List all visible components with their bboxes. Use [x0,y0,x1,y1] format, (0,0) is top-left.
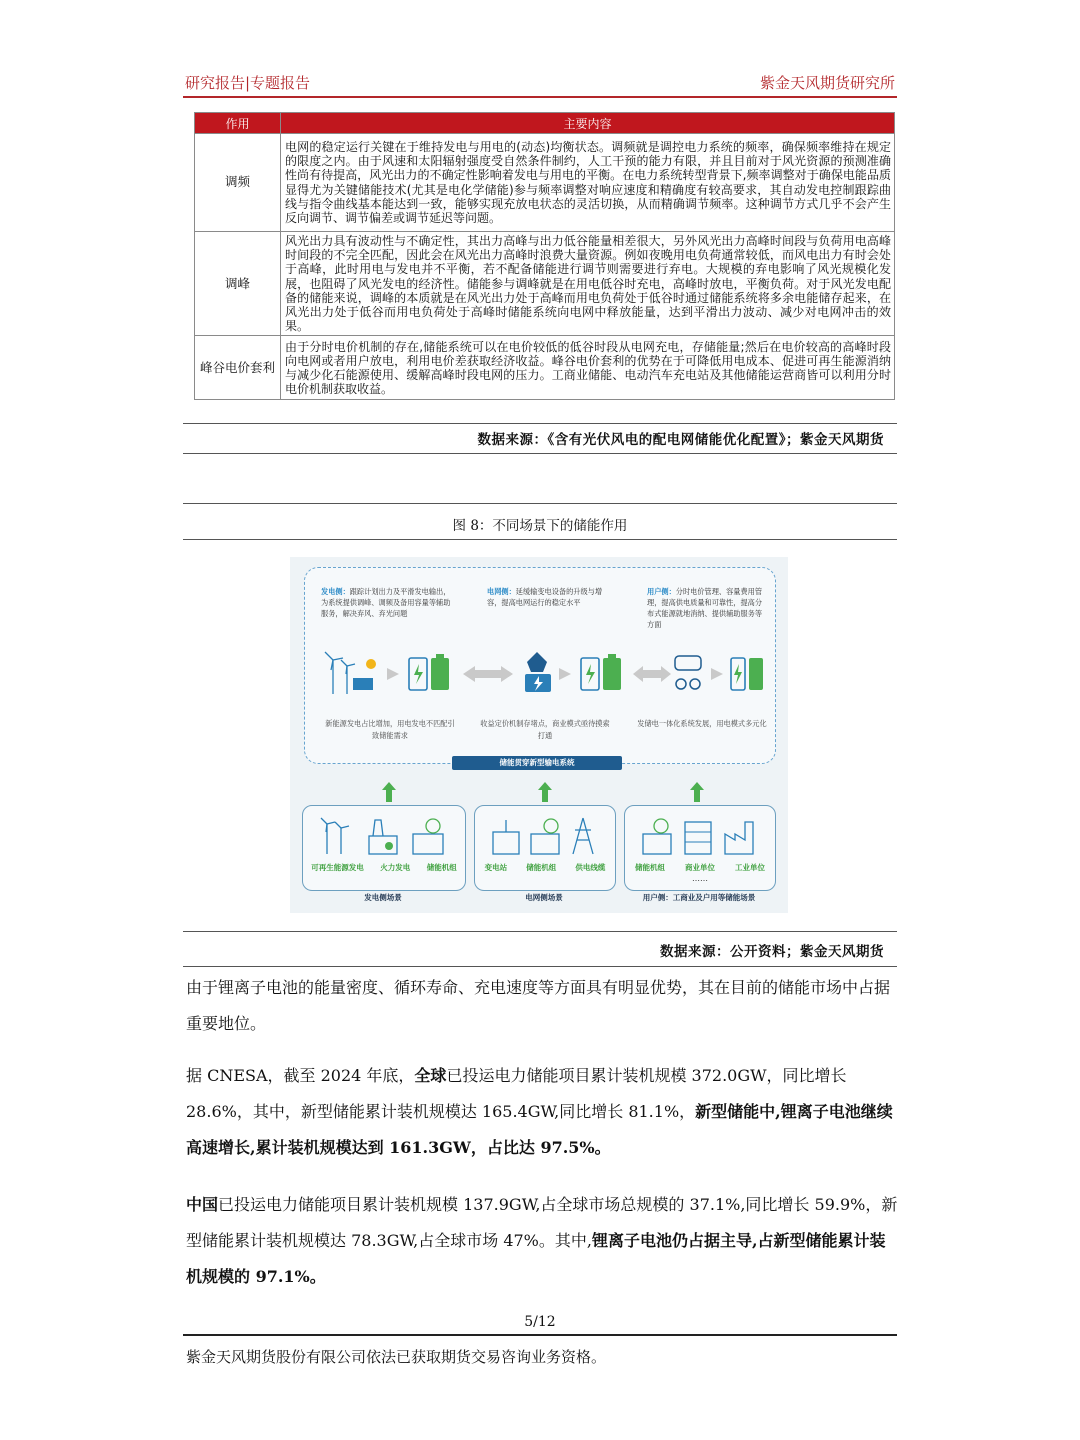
double-arrow-icon [633,666,671,682]
generation-side-body: 跟踪计划出力及平滑发电输出，为系统提供调峰、调频及备用容量等辅助服务，解决弃风、弃光问题 [321,587,451,618]
arrow-up-icon [382,782,396,802]
institute-name: 紫金天风期货研究所 [759,74,895,92]
box-label: 储能机组 [426,863,457,872]
more-units-ellipsis: …… [692,874,708,883]
table-header-content: 主要内容 [281,113,895,134]
paragraph-li-ion-advantage: 由于锂离子电池的能量密度、循环寿命、充电速度等方面具有明显优势，其在目前的储能市场中占据重要地位。 [186,978,891,1033]
grid-caption: 收益定价机制存堵点，商业模式亟待摸索打通 [480,719,610,740]
generation-side-head: 发电侧： [321,587,350,596]
figure-source-rule-bottom [183,966,897,967]
box-label: 商业单位 [685,863,715,872]
figure-icon-row [315,648,765,698]
arrow-up-icon [538,782,552,802]
power-plant-icons [317,816,451,856]
box-label: 工业单位 [735,863,765,872]
storage-unit-icon [643,819,671,854]
grid-scenario-label: 电网侧场景 [525,893,563,902]
table-cell-role: 调峰 [195,232,281,336]
footer-disclaimer: 紫金天风期货股份有限公司依法已获取期货交易咨询业务资格。 [186,1348,607,1366]
table-cell-content: 电网的稳定运行关键在于维持发电与用电的(动态)均衡状态。调频就是调控电力系统的频率，确保频率维持在规定的限度之内。由于风速和太阳辐射强度受自然条件制约，人工干预的能力有限，并且目前对于风光资源的预测准确性尚有待提高，风光出力的不确定性影响着发电与用电的平衡。在电力系统转型背景下,频率调整对于确保电能品质显得尤为关键储能技术(尤其是电化学储能)参与频率调整对响应速度和精确度有较高要求，其自动发电控制跟踪曲线与指令曲线基本能达到一致，能够实现充放电状态的灵活切换，从而精确调节频率。这种调节方式几乎不会产生反向调节、调节偏差或调节延迟等问题。 [281,134,895,232]
paragraph-text: 已投运电力储能项目累计装机规模 372.0GW，同比增长 28.6%，其中，新型储能累计装机规模达 165.4GW,同比增长 81.1%， [186,1066,847,1121]
paragraph-text: 据 CNESA，截至 2024 年底， [186,1066,415,1085]
paragraph-global-capacity [186,1058,898,1166]
table-row [195,232,895,336]
paragraph-emphasis: 新型储能中,锂离子电池继续高速增长,累计装机规模达到 161.3GW，占比达 97.5%。 [186,1102,893,1157]
arrow-right-icon [711,668,723,680]
arrow-right-icon [387,668,399,680]
double-arrow-icon [463,666,513,682]
grid-side-head: 电网侧： [487,587,516,596]
page-header [183,72,897,96]
paragraph-emphasis: 全球 [414,1066,447,1085]
page-number: 5/12 [524,1314,556,1330]
table-cell-role: 峰谷电价套利 [195,336,281,400]
user-scenario-label: 用户侧：工商业及户用等储能场景 [642,893,756,902]
generation-scenario-label: 发电侧场景 [364,893,402,902]
figure-source-rule-top [183,931,897,932]
factory-icon [725,822,753,854]
user-scenario-box [624,805,776,891]
grid-side-body: 延缓输变电设备的升级与增容，提高电网运行的稳定水平 [487,587,603,607]
box-label: 储能机组 [526,863,557,872]
figure-banner: 储能贯穿新型输电系统 [452,756,622,770]
solar-panel-icon [353,659,376,690]
box-label: 火力发电 [380,863,411,872]
electric-car-icon [675,656,701,689]
battery-icon [603,654,621,690]
wind-turbine-icon [325,652,355,694]
user-side-head: 用户侧： [647,587,676,596]
table-cell-role: 调频 [195,134,281,232]
source-rule-top [183,423,897,424]
generation-side-text [321,586,451,619]
grid-icons [487,816,603,856]
commercial-building-icon [685,822,711,854]
generation-scenario-box [302,805,466,891]
table-cell-content: 风光出力具有波动性与不确定性，其出力高峰与出力低谷能量相差很大，另外风光出力高峰时间段与负荷用电高峰时间段的不完全匹配，因此会在风光出力高峰时浪费大量资源。例如夜晚用电负荷通常较低，而风电出力有时会处于高峰，此时用电与发电并不平衡，若不配备储能进行调节则需要进行弃电。大规模的弃电影响了风光规模化发展，也阻碍了风光发电的经济性。储能参与调峰就是在用电低谷时充电，高峰时放电，平衡负荷。对于风光发电配备的储能来说，调峰的本质就是在风光出力处于高峰而用电负荷处于低谷时通过储能系统将多余电能储存起来，在风光出力处于低谷而用电负荷处于高峰时储能系统向电网中释放能量，达到平滑出力波动、减少对电网冲击的效果。 [281,232,895,336]
wind-turbine-icon [321,818,349,854]
paragraph-emphasis: 锂离子电池仍占据主导,占新型储能累计装机规模的 97.1%。 [186,1231,886,1286]
energy-storage-role-table [194,112,895,400]
figure-rule-top [183,503,897,504]
paragraph-emphasis: 中国 [186,1195,219,1214]
table-row [195,336,895,400]
battery-icon [409,658,427,690]
figure-rule-title [183,539,897,540]
figure-title: 图 8：不同场景下的储能作用 [452,518,628,534]
user-side-body: 分时电价管理、容量费用管理，提高供电质量和可靠性，提高分布式能源就地消纳、提供辅助服务等方面 [647,587,763,629]
user-caption: 发储电一体化系统发展，用电模式多元化 [637,719,767,728]
footer-rule [183,1334,897,1336]
grid-scenario-box [474,805,616,891]
battery-icon [431,654,449,690]
table-cell-content: 由于分时电价机制的存在,储能系统可以在电价较低的低谷时段从电网充电，存储能量;然后在电价较高的高峰时段向电网或者用户放电，利用电价差获取经济收益。峰谷电价套利的优势在于可降低用电成本、促进可再生能源消纳与减少化石能源使用、缓解高峰时段电网的压力。工商业储能、电动汽车充电站及其他储能运营商皆可以利用分时电价机制获取收益。 [281,336,895,400]
table-header-role: 作用 [195,113,281,134]
header-rule [183,96,897,98]
source-rule-bottom [183,453,897,454]
battery-icon [581,658,599,690]
transmission-tower-icon [573,818,593,854]
box-label: 变电站 [484,863,508,872]
report-type: 研究报告|专题报告 [185,74,311,92]
generation-box-labels [303,862,465,873]
storage-unit-icon [531,819,559,854]
arrow-right-icon [559,668,571,680]
storage-unit-icon [413,819,443,854]
substation-icon [493,820,519,854]
box-label: 可再生能源发电 [311,863,364,872]
generation-caption: 新能源发电占比增加，用电发电不匹配引致储能需求 [325,719,455,740]
table-source: 数据来源：《含有光伏风电的配电网储能优化配置》；紫金天风期货 [477,432,884,448]
grid-side-text [487,586,612,608]
box-label: 储能机组 [635,863,665,872]
arrow-up-icon [690,782,704,802]
grid-box-labels [475,862,615,873]
user-icons [637,816,763,856]
paragraph-text: 已投运电力储能项目累计装机规模 137.9GW,占全球市场总规模的 37.1%,同比增长 59.9%，新型储能累计装机规模达 78.3GW,占全球市场 47%。其中, [186,1195,898,1250]
figure-source: 数据来源：公开资料；紫金天风期货 [660,944,884,960]
table-row [195,134,895,232]
grid-alert-icon [525,652,551,692]
user-side-text [647,586,765,630]
user-box-labels [625,862,775,873]
storage-scenarios-figure [290,557,788,913]
battery-icon [731,658,745,690]
paragraph-china-capacity [186,1187,898,1295]
figure-top-panel [304,567,776,764]
box-label: 供电线缆 [575,863,606,872]
table-header-row [195,113,895,134]
battery-icon [749,658,763,690]
thermal-plant-icon [369,820,397,854]
